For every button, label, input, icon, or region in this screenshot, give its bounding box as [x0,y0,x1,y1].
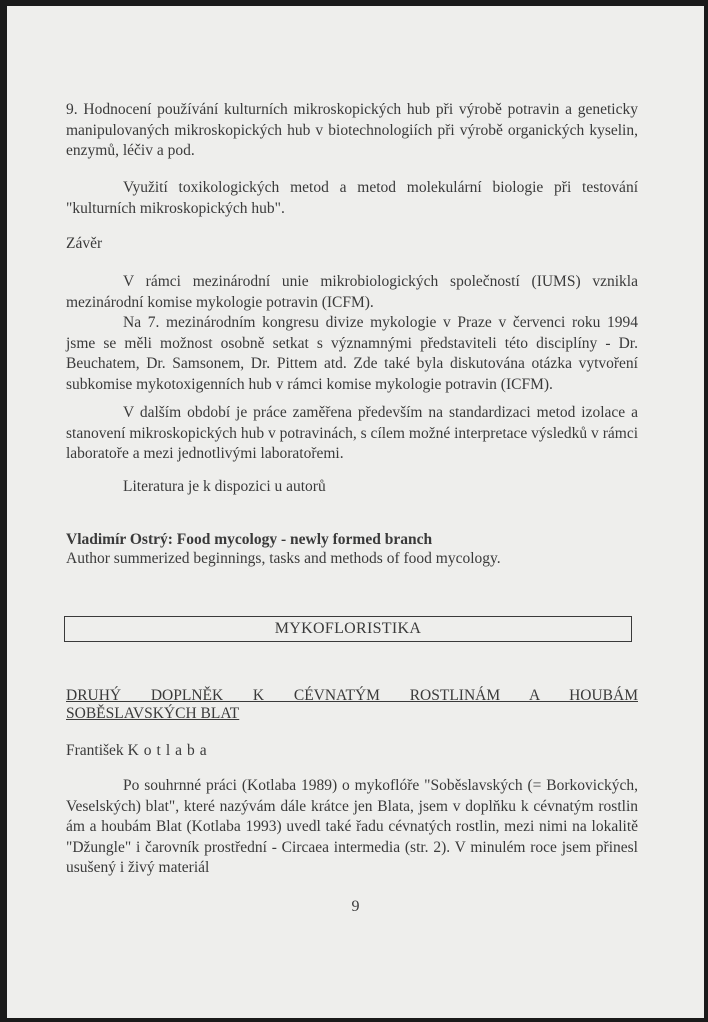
paragraph-article: Po souhrnné práci (Kotlaba 1989) o mykoflóře "Soběslavských (= Borkovických, Veselských) blat", které nazývám dále krátce jen Blata, jsem v doplňku k cévnatým rostlin ám a houbám Blat (Kotlaba 1993) uvedl také řadu cévnatých rostlin, mezi nimi na lokalitě "Džungle" i čarovník prostřední - Circaea intermedia (str. 2). V minulém roce jsem přinesl usušený i živý materiál [66,777,638,876]
article-title-line2: SOBĚSLAVSKÝCH BLAT [66,705,240,722]
summary-text: Author summerized beginnings, tasks and methods of food mycology. [66,550,501,567]
paragraph-zaver-3: V dalším období je práce zaměřena především na standardizaci metod izolace a stanovení mikroskopických hub v potravinách, s cílem možné interpretace výsledků v rámci laboratoře a mezi jednotlivými laboratořemi. [66,404,638,462]
author-first-name: František [66,742,124,759]
article-title-line1: DRUHÝ DOPLNĚK K CÉVNATÝM ROSTLINÁM A HOUBÁM [66,687,638,704]
paragraph-vyuziti: Využití toxikologických metod a metod molekulární biologie při testování "kulturních mikroskopických hub". [66,179,638,217]
zaver-heading: Závěr [66,235,103,252]
article-author [66,741,638,762]
document-page [7,6,704,1018]
summary-title: Vladimír Ostrý: Food mycology - newly formed branch [66,531,433,548]
section-header-label: MYKOFLORISTIKA [274,620,422,637]
author-last-name: Kotlaba [127,742,212,759]
paragraph-9: 9. Hodnocení používání kulturních mikroskopických hub při výrobě potravin a geneticky manipulovaných mikroskopických hub v biotechnologiích při výrobě organických kyselin, enzymů, léčiv a pod. [66,101,638,159]
section-header [64,616,632,642]
paragraph-zaver-2: Na 7. mezinárodním kongresu divize mykologie v Praze v červenci roku 1994 jsme se měli možnost osobně setkat s významnými představiteli této disciplíny - Dr. Beuchatem, Dr. Samsonem, Dr. Pittem atd. Zde také byla diskutována otázka vytvoření subkomise mykotoxigenních hub v rámci komise mykologie potravin (ICFM). [66,314,638,393]
literatura-note: Literatura je k dispozici u autorů [123,478,326,495]
page-number: 9 [351,898,360,915]
paragraph-zaver-1: V rámci mezinárodní unie mikrobiologických společností (IUMS) vznikla mezinárodní komise mykologie potravin (ICFM). [66,273,638,311]
